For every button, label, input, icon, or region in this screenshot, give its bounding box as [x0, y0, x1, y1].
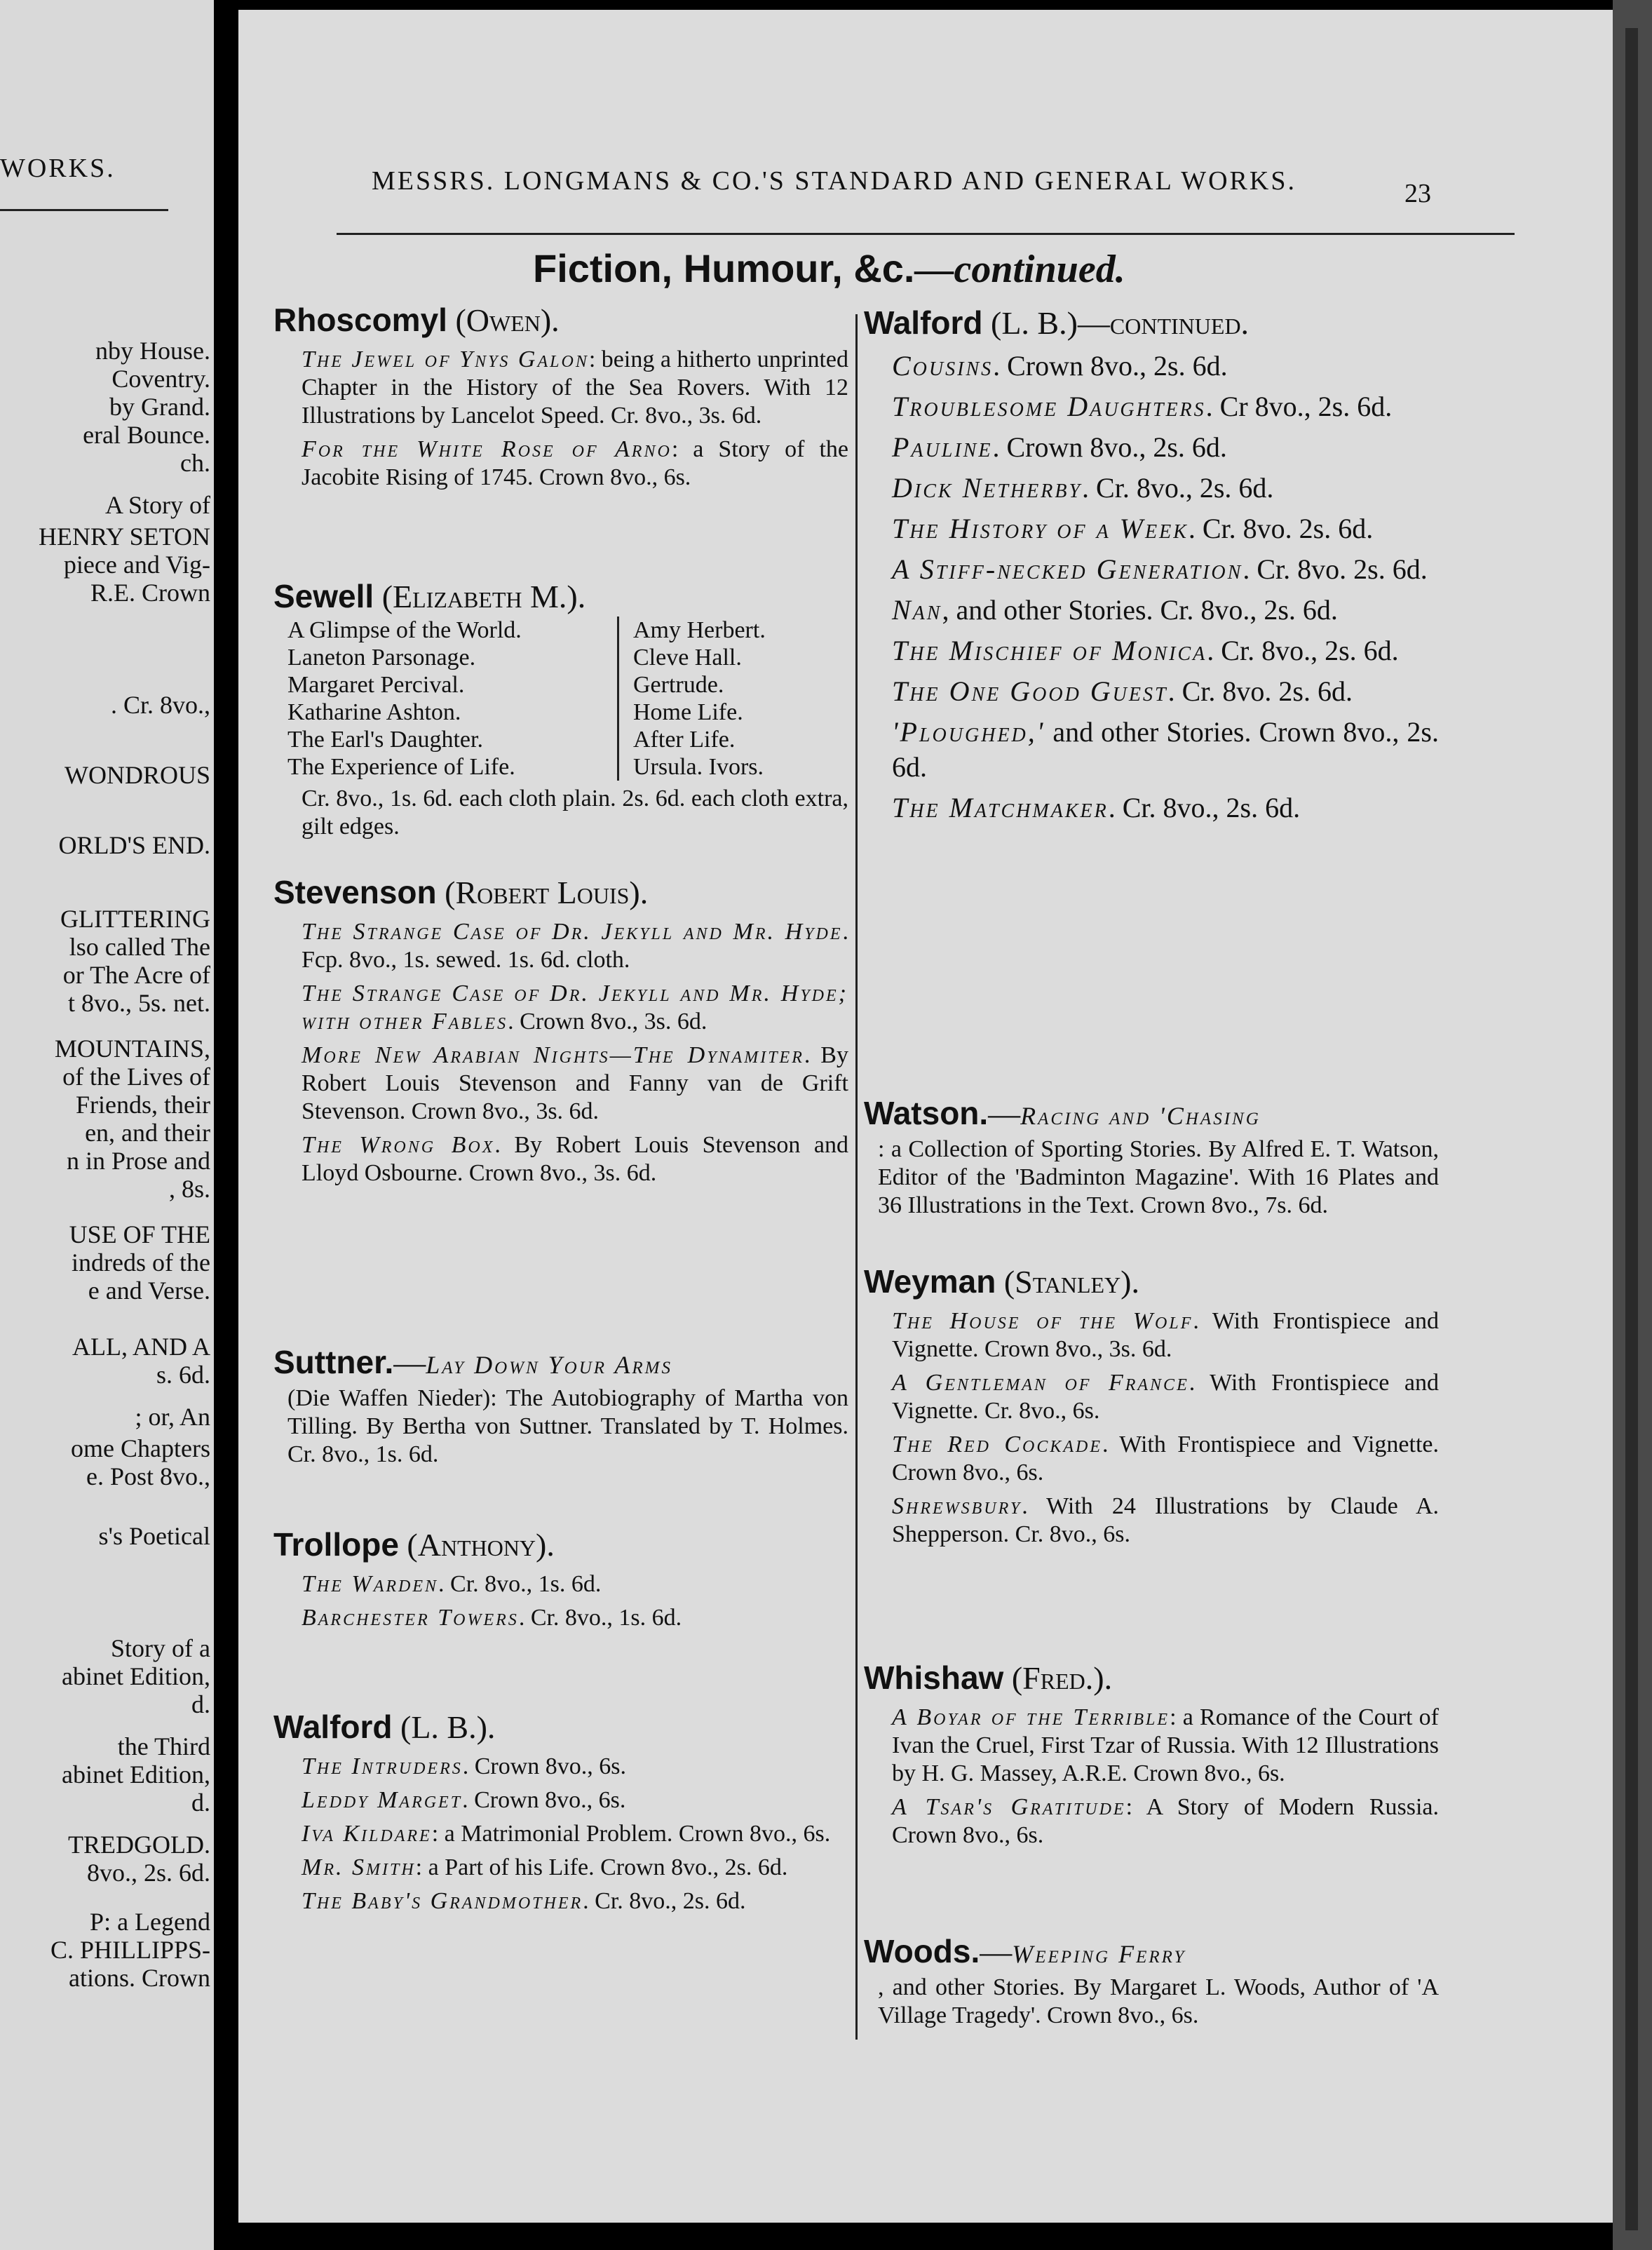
book-title: The Strange Case of Dr. Jekyll and Mr. Hyde: [302, 919, 843, 945]
book-title: The History of a Week: [892, 513, 1189, 544]
facing-page-line: en, and their: [85, 1119, 210, 1147]
catalogue-page: [238, 10, 1613, 2223]
book-details: . By Robert Louis Stevenson and Lloyd Osbourne. Crown 8vo., 3s. 6d.: [302, 1132, 848, 1186]
book-description: : a Collection of Sporting Stories. By Alfred E. T. Watson, Editor of the 'Badminton Magazine'. With 16 Plates and 36 Illustrations in the Text. Crown 8vo., 7s. 6d.: [878, 1136, 1439, 1218]
book-details: . With Frontispiece and Vignette. Crown 8vo., 3s. 6d.: [892, 1308, 1439, 1362]
author-heading: [864, 1932, 1439, 1974]
book-title: Iva Kildare: [302, 1821, 432, 1847]
author-detail: (L. B.).: [392, 1709, 496, 1745]
book-listing: [302, 1604, 848, 1632]
facing-page-line: abinet Edition,: [62, 1760, 210, 1788]
author-heading: [273, 1525, 848, 1565]
book-details: and other Stories. Crown 8vo., 2s. 6d.: [892, 716, 1439, 783]
book-listing: [302, 1570, 848, 1598]
title-item: Cleve Hall.: [633, 645, 742, 671]
book-details: , and other Stories. Cr. 8vo., 2s. 6d.: [942, 594, 1338, 626]
facing-page-line: MOUNTAINS,: [54, 1035, 210, 1063]
book-details: . With Frontispiece and Vignette. Crown 8vo., 6s.: [892, 1431, 1439, 1486]
book-title: 'Ploughed,': [892, 716, 1045, 748]
author-entry: [273, 300, 848, 492]
author-heading: [273, 1707, 848, 1747]
facing-page-line: ch.: [180, 449, 210, 477]
book-listing: [302, 436, 848, 492]
book-details: . With Frontispiece and Vignette. Cr. 8vo., 6s.: [892, 1370, 1439, 1424]
author-name: Whishaw: [864, 1659, 1004, 1696]
facing-page-line: ations. Crown: [69, 1964, 210, 1992]
page-number: 23: [1404, 179, 1431, 208]
book-title: The House of the Wolf: [892, 1308, 1193, 1334]
facing-page-line: 8vo., 2s. 6d.: [86, 1859, 210, 1887]
book-listing: [892, 1307, 1439, 1363]
facing-page-line: e and Verse.: [88, 1276, 210, 1305]
book-details: : a Story of the Jacobite Rising of 1745. Crown 8vo., 6s.: [302, 436, 848, 490]
book-title: The Strange Case of Dr. Jekyll and Mr. Hyde; with other Fables: [302, 981, 848, 1035]
book-listing: [302, 1887, 848, 1915]
book-title: Cousins: [892, 350, 994, 382]
facing-page-line: n in Prose and: [67, 1147, 210, 1175]
facing-page-line: C. PHILLIPPS-: [50, 1936, 210, 1964]
book-listing: [302, 1786, 848, 1814]
column-divider: [855, 314, 858, 2040]
book-details: . Crown 8vo., 2s. 6d.: [993, 350, 1228, 382]
title-item: After Life.: [633, 727, 736, 753]
facing-page-line: indreds of the: [72, 1248, 210, 1276]
facing-page-line: d.: [191, 1690, 210, 1718]
facing-page-line: of the Lives of: [62, 1063, 210, 1091]
book-title: Dick Netherby: [892, 472, 1083, 504]
book-details: . With 24 Illustrations by Claude A. Shepperson. Cr. 8vo., 6s.: [892, 1493, 1439, 1547]
book-details: : a Part of his Life. Crown 8vo., 2s. 6d.: [415, 1854, 788, 1880]
facing-page-line: HENRY SETON: [38, 523, 210, 551]
facing-page-line: eral Bounce.: [83, 421, 210, 449]
facing-page-line: ome Chapters: [71, 1434, 210, 1462]
book-title: Pauline: [892, 431, 993, 463]
price-note: Cr. 8vo., 1s. 6d. each cloth plain. 2s. 6d. each cloth extra, gilt edges.: [302, 786, 848, 840]
book-details: . Cr. 8vo., 1s. 6d.: [518, 1605, 682, 1631]
facing-page-line: abinet Edition,: [62, 1662, 210, 1690]
book-details: . By Robert Louis Stevenson and Fanny van de Grift Stevenson. Crown 8vo., 3s. 6d.: [302, 1042, 848, 1124]
book-listing: [892, 1369, 1439, 1425]
book-title: A Stiff-necked Generation: [892, 553, 1243, 585]
book-title: Weeping Ferry: [1012, 1940, 1186, 1968]
author-entry: [273, 1342, 848, 1469]
book-listing: [892, 1431, 1439, 1487]
book-title: The Wrong Box: [302, 1132, 495, 1158]
book-details: . Fcp. 8vo., 1s. sewed. 1s. 6d. cloth.: [302, 919, 848, 973]
book-title: The One Good Guest: [892, 675, 1168, 707]
gutter: [214, 0, 238, 2250]
book-title: For the White Rose of Arno: [302, 436, 672, 462]
book-title: A Tsar's Gratitude: [892, 1794, 1126, 1820]
book-title: Troublesome Daughters: [892, 391, 1206, 422]
book-title: The Red Cockade: [892, 1431, 1103, 1457]
facing-page-line: Friends, their: [76, 1091, 210, 1119]
author-name: Walford: [273, 1709, 393, 1745]
book-details: . Cr. 8vo., 2s. 6d.: [583, 1888, 746, 1914]
author-entry: [273, 873, 848, 1187]
book-title: Racing and 'Chasing: [1020, 1102, 1261, 1130]
book-listing: [892, 430, 1439, 465]
author-heading: [864, 1262, 1439, 1302]
book-listing: [302, 346, 848, 430]
book-listing: [892, 511, 1439, 546]
facing-page-line: GLITTERING: [60, 905, 210, 933]
book-details: . Crown 8vo., 6s.: [462, 1753, 627, 1779]
book-details: : A Story of Modern Russia. Crown 8vo., 6s.: [892, 1794, 1439, 1848]
book-title: The Matchmaker: [892, 792, 1109, 823]
author-heading: [273, 577, 848, 617]
author-entry: [864, 1262, 1439, 1549]
author-name: Walford: [864, 304, 983, 341]
author-heading: [273, 873, 848, 912]
title-item: Home Life.: [633, 699, 743, 725]
book-details: . Cr. 8vo. 2s. 6d.: [1243, 553, 1428, 585]
facing-page-line: ORLD'S END.: [58, 831, 210, 859]
book-title: The Baby's Grandmother: [302, 1888, 583, 1914]
book-listing: [892, 790, 1439, 826]
author-heading: [273, 1342, 848, 1385]
title-item: Katharine Ashton.: [287, 699, 461, 725]
facing-page: [0, 0, 214, 2250]
book-title: The Intruders: [302, 1753, 463, 1779]
book-title: Shrewsbury: [892, 1493, 1022, 1519]
author-name: Sewell: [273, 578, 374, 614]
book-details: : a Matrimonial Problem. Crown 8vo., 6s.: [431, 1821, 831, 1847]
titles-list-left: [287, 617, 619, 781]
author-name: Trollope: [273, 1526, 399, 1563]
book-listing: [892, 349, 1439, 384]
book-listing: [302, 980, 848, 1036]
book-details: . Crown 8vo., 2s. 6d.: [992, 431, 1227, 463]
section-title-suffix: —continued.: [914, 248, 1125, 291]
section-title-text: Fiction, Humour, &c.: [533, 246, 915, 290]
book-listing: [892, 389, 1439, 424]
book-title: Nan: [892, 594, 942, 626]
book-title: Barchester Towers: [302, 1605, 519, 1631]
facing-page-line: the Third: [117, 1732, 210, 1760]
author-detail: (Anthony).: [398, 1527, 555, 1563]
author-detail: (Stanley).: [996, 1264, 1139, 1300]
author-detail: (L. B.)—continued.: [982, 305, 1250, 341]
author-name: Suttner.: [273, 1344, 394, 1380]
book-title: Leddy Marget: [302, 1787, 463, 1813]
author-name: Weyman: [864, 1263, 996, 1300]
facing-page-header: WORKS.: [0, 154, 116, 183]
author-detail: (Owen).: [447, 302, 560, 338]
author-entry: [864, 1932, 1439, 2030]
facing-page-line: Coventry.: [111, 365, 210, 393]
facing-page-line: USE OF THE: [69, 1220, 210, 1248]
book-details: : being a hitherto unprinted Chapter in the History of the Sea Rovers. With 12 Illustrations by Lancelot Speed. Cr. 8vo., 3s. 6d.: [302, 346, 848, 429]
facing-page-line: s. 6d.: [156, 1361, 210, 1389]
book-title: The Jewel of Ynys Galon: [302, 346, 589, 372]
title-item: Laneton Parsonage.: [287, 645, 476, 671]
author-heading: [864, 1658, 1439, 1698]
titles-list-right: [619, 617, 766, 781]
book-listing: [892, 471, 1439, 506]
book-details: . Crown 8vo., 3s. 6d.: [508, 1009, 707, 1035]
book-listing: [892, 593, 1439, 628]
author-detail: (Robert Louis).: [436, 875, 649, 910]
author-heading: [273, 300, 848, 340]
book-title: A Gentleman of France: [892, 1370, 1189, 1396]
book-details: . Cr. 8vo., 2s. 6d.: [1207, 635, 1399, 666]
author-heading: [864, 303, 1439, 343]
facing-page-line: ALL, AND A: [72, 1333, 210, 1361]
book-details: . Crown 8vo., 6s.: [462, 1787, 626, 1813]
facing-page-line: or The Acre of: [62, 961, 210, 989]
title-item: Margaret Percival.: [287, 672, 465, 698]
book-listing: [892, 674, 1439, 709]
author-heading: [864, 1093, 1439, 1136]
book-title: The Warden: [302, 1571, 439, 1597]
author-detail: —: [988, 1096, 1021, 1131]
facing-page-line: t 8vo., 5s. net.: [68, 989, 210, 1017]
book-listing: [892, 633, 1439, 668]
author-detail: (Fred.).: [1003, 1660, 1113, 1696]
book-title: Mr. Smith: [302, 1854, 416, 1880]
facing-page-line: R.E. Crown: [90, 579, 210, 607]
author-entry: [864, 303, 1439, 826]
author-name: Woods.: [864, 1933, 980, 1969]
book-details: . Cr. 8vo. 2s. 6d.: [1167, 675, 1353, 707]
book-listing: [892, 552, 1439, 587]
book-listing: [892, 1704, 1439, 1788]
book-listing: [302, 1854, 848, 1882]
author-entry: [864, 1658, 1439, 1850]
facing-page-line: by Grand.: [109, 393, 210, 421]
book-title: More New Arabian Nights—The Dynamiter: [302, 1042, 804, 1068]
author-detail: (Elizabeth M.).: [374, 579, 586, 614]
book-listing: [302, 1042, 848, 1126]
running-head: MESSRS. LONGMANS & CO.'S STANDARD AND GENERAL WORKS.: [372, 166, 1296, 196]
book-listing: [892, 1793, 1439, 1850]
book-listing: [302, 1820, 848, 1848]
titles-list: [287, 617, 848, 781]
book-details: . Cr. 8vo., 1s. 6d.: [438, 1571, 602, 1597]
facing-page-line: s's Poetical: [98, 1522, 210, 1550]
book-title: The Mischief of Monica: [892, 635, 1207, 666]
book-details: . Cr 8vo., 2s. 6d.: [1205, 391, 1393, 422]
facing-page-line: ; or, An: [135, 1403, 210, 1431]
book-description: (Die Waffen Nieder): The Autobiography of Martha von Tilling. By Bertha von Suttner. Translated by T. Holmes. Cr. 8vo., 1s. 6d.: [287, 1385, 848, 1467]
author-entry: [864, 1093, 1439, 1220]
facing-page-line: d.: [191, 1788, 210, 1817]
author-entry: [273, 1525, 848, 1632]
book-listing: [302, 918, 848, 974]
book-description: , and other Stories. By Margaret L. Woods, Author of 'A Village Tragedy'. Crown 8vo., 6s.: [878, 1974, 1439, 2028]
title-item: A Glimpse of the World.: [287, 617, 522, 643]
title-item: Ursula. Ivors.: [633, 754, 764, 780]
book-details: : a Romance of the Court of Ivan the Cruel, First Tzar of Russia. With 12 Illustrations by H. G. Massey, A.R.E. Crown 8vo., 6s.: [892, 1704, 1440, 1786]
author-detail: —: [393, 1345, 426, 1380]
book-details: . Cr. 8vo. 2s. 6d.: [1188, 513, 1374, 544]
facing-page-line: . Cr. 8vo.,: [110, 691, 210, 719]
facing-page-line: lso called The: [69, 933, 210, 961]
facing-page-line: e. Post 8vo.,: [86, 1462, 210, 1490]
facing-page-line: A Story of: [104, 491, 210, 519]
book-title: Lay Down Your Arms: [426, 1351, 672, 1379]
facing-page-line: , 8s.: [168, 1175, 210, 1203]
book-listing: [892, 1493, 1439, 1549]
author-name: Rhoscomyl: [273, 302, 447, 338]
facing-page-rule: [0, 209, 168, 211]
author-detail: —: [980, 1934, 1013, 1969]
book-listing: [892, 715, 1439, 785]
header-rule: [337, 233, 1515, 235]
facing-page-line: TREDGOLD.: [68, 1831, 210, 1859]
book-edge-shadow: [1625, 28, 1638, 2230]
author-entry: [273, 1707, 848, 1915]
facing-page-line: Story of a: [111, 1634, 210, 1662]
title-item: The Earl's Daughter.: [287, 727, 483, 753]
book-listing: [302, 1131, 848, 1187]
title-item: The Experience of Life.: [287, 754, 515, 780]
book-details: . Cr. 8vo., 2s. 6d.: [1108, 792, 1301, 823]
book-listing: [302, 1753, 848, 1781]
author-entry: [273, 577, 848, 841]
title-item: Gertrude.: [633, 672, 724, 698]
section-title: [533, 245, 1125, 292]
author-name: Watson.: [864, 1095, 989, 1131]
book-title: A Boyar of the Terrible: [892, 1704, 1170, 1730]
facing-page-line: nby House.: [95, 337, 210, 365]
title-item: Amy Herbert.: [633, 617, 766, 643]
facing-page-line: WONDROUS: [64, 761, 210, 789]
book-details: . Cr. 8vo., 2s. 6d.: [1082, 472, 1274, 504]
facing-page-line: piece and Vig-: [63, 551, 210, 579]
author-name: Stevenson: [273, 874, 437, 910]
facing-page-line: P: a Legend: [90, 1908, 210, 1936]
